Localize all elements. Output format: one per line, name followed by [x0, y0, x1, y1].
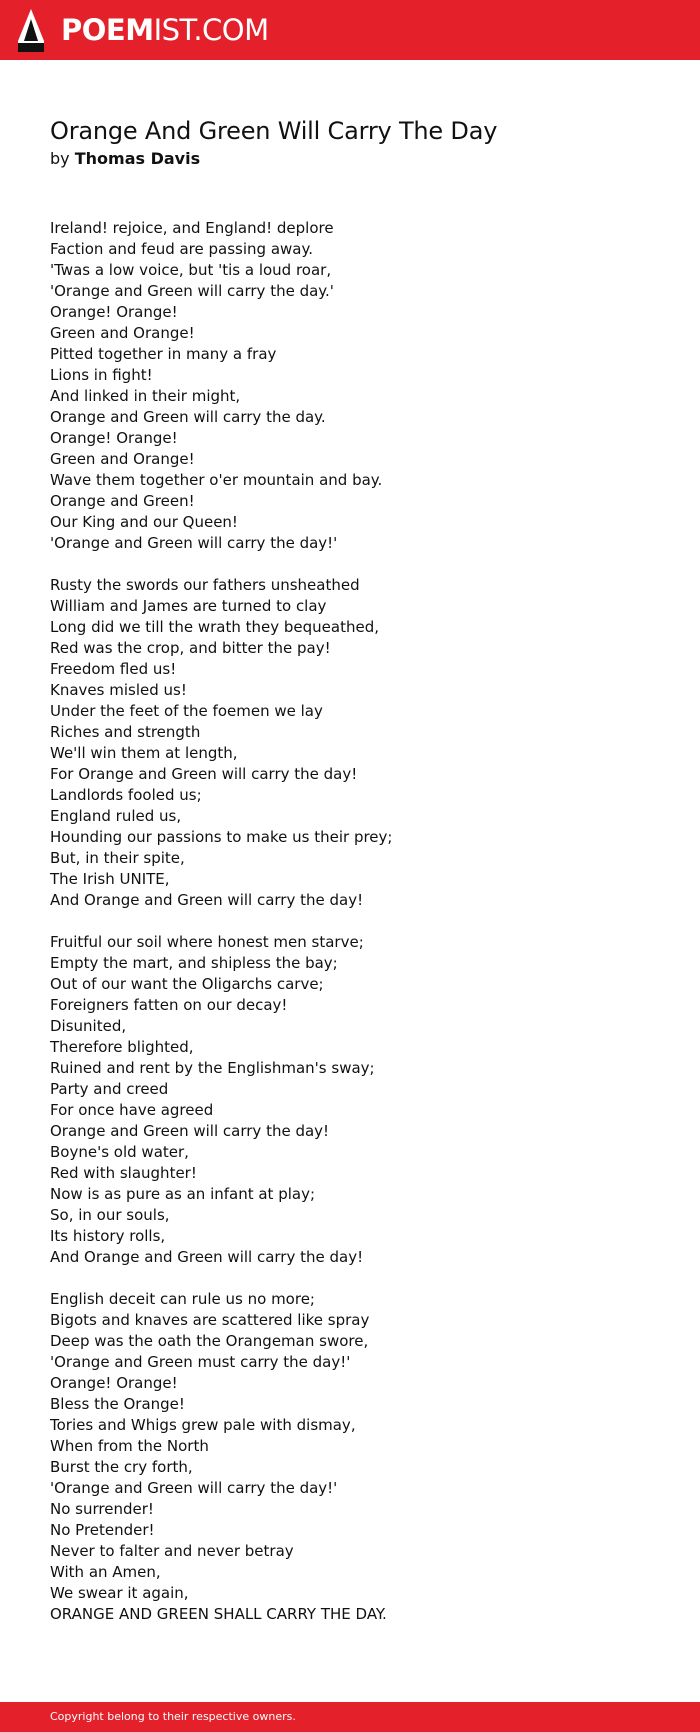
- poem-line: Party and creed: [50, 1080, 169, 1098]
- poem-line: Our King and our Queen!: [50, 513, 238, 531]
- site-header: [0, 0, 700, 60]
- poem-line: Green and Orange!: [50, 450, 195, 468]
- byline: [50, 148, 200, 170]
- poem-line: Lions in fight!: [50, 366, 153, 384]
- poem-line: Wave them together o'er mountain and bay.: [50, 471, 383, 489]
- poem-line: Empty the mart, and shipless the bay;: [50, 954, 338, 972]
- poem-line: Its history rolls,: [50, 1227, 166, 1245]
- poem-line: Now is as pure as an infant at play;: [50, 1185, 316, 1203]
- poem-line: William and James are turned to clay: [50, 597, 327, 615]
- poem-line: For Orange and Green will carry the day!: [50, 765, 358, 783]
- poem-line: Disunited,: [50, 1017, 127, 1035]
- poem-line: Bless the Orange!: [50, 1395, 185, 1413]
- poem-line: Orange and Green!: [50, 492, 195, 510]
- logo-bold-text: POEM: [61, 13, 154, 47]
- poem-line: But, in their spite,: [50, 849, 185, 867]
- poem-line: England ruled us,: [50, 807, 182, 825]
- poem-line: Orange! Orange!: [50, 429, 178, 447]
- site-footer: [0, 1702, 700, 1732]
- pen-nib-icon[interactable]: [16, 9, 46, 52]
- poem-line: Ruined and rent by the Englishman's sway;: [50, 1059, 375, 1077]
- author-name[interactable]: Thomas Davis: [74, 149, 201, 168]
- site-logo[interactable]: [61, 12, 269, 48]
- by-label: by: [50, 149, 70, 168]
- poem-line: Rusty the swords our fathers unsheathed: [50, 576, 360, 594]
- poem-line: Ireland! rejoice, and England! deplore: [50, 219, 334, 237]
- poem-line: Bigots and knaves are scattered like spray: [50, 1311, 370, 1329]
- poem-line: English deceit can rule us no more;: [50, 1290, 315, 1308]
- poem-line: Orange and Green will carry the day!: [50, 1122, 330, 1140]
- poem-line: Long did we till the wrath they bequeathed,: [50, 618, 379, 636]
- poem-body: [50, 218, 670, 1646]
- poem-line: Tories and Whigs grew pale with dismay,: [50, 1416, 356, 1434]
- poem-line: Deep was the oath the Orangeman swore,: [50, 1332, 369, 1350]
- poem-line: Burst the cry forth,: [50, 1458, 193, 1476]
- stanza: [50, 575, 670, 911]
- poem-line: With an Amen,: [50, 1563, 161, 1581]
- stanza: [50, 932, 670, 1268]
- poem-line: For once have agreed: [50, 1101, 214, 1119]
- poem-line: And Orange and Green will carry the day!: [50, 1248, 364, 1266]
- poem-line: Freedom fled us!: [50, 660, 177, 678]
- poem-title: Orange And Green Will Carry The Day: [50, 117, 498, 145]
- stanza: [50, 1289, 670, 1625]
- poem-line: Red with slaughter!: [50, 1164, 197, 1182]
- poem-line: 'Twas a low voice, but 'tis a loud roar,: [50, 261, 332, 279]
- poem-line: Boyne's old water,: [50, 1143, 189, 1161]
- poem-line: Pitted together in many a fray: [50, 345, 277, 363]
- poem-line: Never to falter and never betray: [50, 1542, 294, 1560]
- poem-line: Fruitful our soil where honest men starve;: [50, 933, 364, 951]
- copyright-text: Copyright belong to their respective owners.: [50, 1710, 296, 1723]
- poem-line: And Orange and Green will carry the day!: [50, 891, 364, 909]
- poem-line: Orange and Green will carry the day.: [50, 408, 326, 426]
- poem-line: 'Orange and Green will carry the day.': [50, 282, 334, 300]
- poem-line: Therefore blighted,: [50, 1038, 194, 1056]
- poem-line: Faction and feud are passing away.: [50, 240, 313, 258]
- poem-line: No Pretender!: [50, 1521, 155, 1539]
- poem-line: 'Orange and Green will carry the day!': [50, 1479, 338, 1497]
- poem-line: Out of our want the Oligarchs carve;: [50, 975, 324, 993]
- poem-line: 'Orange and Green must carry the day!': [50, 1353, 351, 1371]
- poem-line: Red was the crop, and bitter the pay!: [50, 639, 331, 657]
- poem-line: So, in our souls,: [50, 1206, 170, 1224]
- stanza: [50, 218, 670, 554]
- poem-line: Riches and strength: [50, 723, 201, 741]
- poem-line: Orange! Orange!: [50, 303, 178, 321]
- poem-line: No surrender!: [50, 1500, 154, 1518]
- poem-line: And linked in their might,: [50, 387, 241, 405]
- poem-line: Green and Orange!: [50, 324, 195, 342]
- poem-line: We swear it again,: [50, 1584, 189, 1602]
- poem-line: 'Orange and Green will carry the day!': [50, 534, 338, 552]
- logo-light-text: IST.COM: [153, 13, 269, 47]
- poem-line: Knaves misled us!: [50, 681, 187, 699]
- poem-line: Hounding our passions to make us their prey;: [50, 828, 393, 846]
- poem-line: When from the North: [50, 1437, 209, 1455]
- poem-line: Under the feet of the foemen we lay: [50, 702, 323, 720]
- poem-line: Foreigners fatten on our decay!: [50, 996, 288, 1014]
- poem-line: Landlords fooled us;: [50, 786, 202, 804]
- poem-line: We'll win them at length,: [50, 744, 238, 762]
- poem-line: Orange! Orange!: [50, 1374, 178, 1392]
- poem-line: The Irish UNITE,: [50, 870, 170, 888]
- poem-line: ORANGE AND GREEN SHALL CARRY THE DAY.: [50, 1605, 387, 1623]
